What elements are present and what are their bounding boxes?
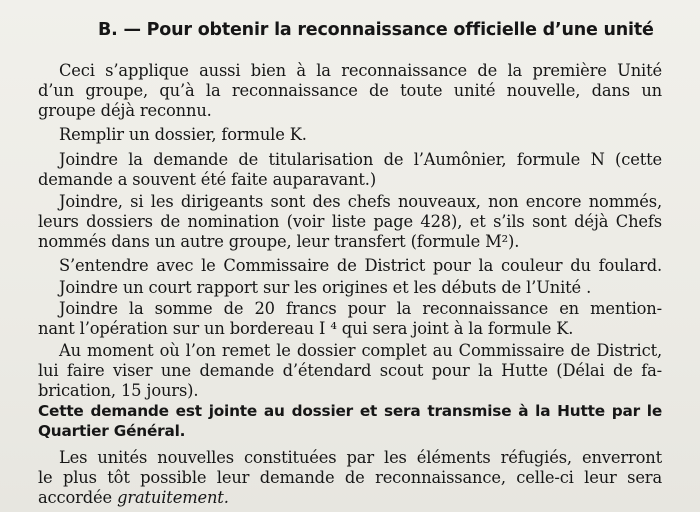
- text-line: brication, 15 jours).: [38, 381, 199, 400]
- text-line: d’un groupe, qu’à la reconnaissance de toute unité nouvelle, dans un: [38, 81, 662, 100]
- text-line: nant l’opération sur un bordereau I ⁴ qui sera joint à la formule K.: [38, 319, 574, 338]
- text-line: nommés dans un autre groupe, leur transfert (formule M²).: [38, 232, 520, 251]
- text-line: Joindre la demande de titularisation de l’Aumônier, formule N (cette: [59, 150, 662, 169]
- text-line: demande a souvent été faite auparavant.): [38, 170, 377, 189]
- text-line: Les unités nouvelles constituées par les éléments réfugiés, enverront: [59, 448, 662, 467]
- text-line: Joindre un court rapport sur les origines et les débuts de l’Unité .: [59, 278, 592, 297]
- text-line: Au moment où l’on remet le dossier complet au Commissaire de District,: [59, 341, 662, 360]
- section-heading: B. — Pour obtenir la reconnaissance officielle d’une unité: [98, 20, 654, 40]
- text-line: groupe déjà reconnu.: [38, 101, 212, 120]
- text-line: Joindre, si les dirigeants sont des chefs nouveaux, non encore nommés,: [59, 192, 662, 211]
- text-line: Remplir un dossier, formule K.: [59, 125, 307, 144]
- text-line: lui faire viser une demande d’étendard scout pour la Hutte (Délai de fa-: [38, 361, 662, 380]
- text-line: leurs dossiers de nomination (voir liste page 428), et s’ils sont déjà Chefs: [38, 212, 662, 231]
- text-line: S’entendre avec le Commissaire de District pour la couleur du foulard.: [59, 256, 662, 275]
- text-line: Ceci s’applique aussi bien à la reconnaissance de la première Unité: [59, 61, 662, 80]
- text-line: le plus tôt possible leur demande de reconnaissance, celle-ci leur sera: [38, 468, 662, 487]
- text-line: Joindre la somme de 20 francs pour la reconnaissance en mention-: [59, 299, 662, 318]
- text-fragment: accordée: [38, 488, 113, 507]
- bold-text-line: Quartier Général.: [38, 422, 186, 440]
- italic-word: gratuitement.: [117, 488, 229, 507]
- bold-text-line: Cette demande est jointe au dossier et sera transmise à la Hutte par le: [38, 402, 662, 420]
- text-line: [38, 488, 662, 508]
